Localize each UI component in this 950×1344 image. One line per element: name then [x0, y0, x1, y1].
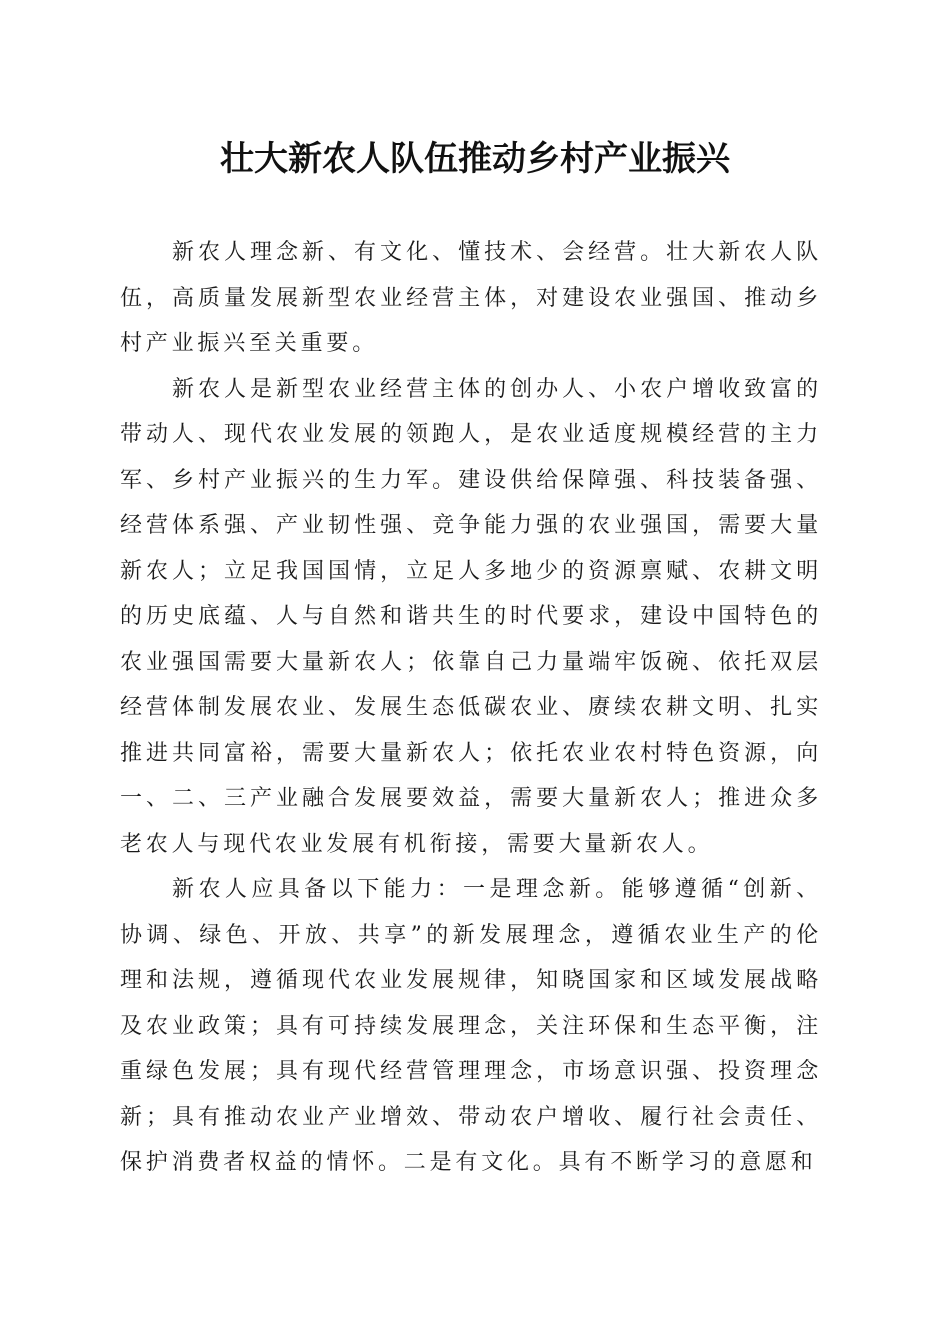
paragraph-3: 新农人应具备以下能力：一是理念新。能够遵循“创新、协调、绿色、开放、共享”的新发展理念，遵循农业生产的伦理和法规，遵循现代农业发展规律，知晓国家和区域发展战略及农业政策；具有可持续发展理念，关注环保和生态平衡，注重绿色发展；具有现代经营管理理念，市场意识强、投资理念新；具有推动农业产业增效、带动农户增收、履行社会责任、保护消费者权益的情怀。二是有文化。具有不断学习的意愿和: [120, 877, 822, 1175]
paragraph-2: 新农人是新型农业经营主体的创办人、小农户增收致富的带动人、现代农业发展的领跑人，是农业适度规模经营的主力军、乡村产业振兴的生力军。建设供给保障强、科技装备强、经营体系强、产业韧性强、竞争能力强的农业强国，需要大量新农人；立足我国国情，立足人多地少的资源禀赋、农耕文明的历史底蕴、人与自然和谐共生的时代要求，建设中国特色的农业强国需要大量新农人；依靠自己力量端牢饭碗、依托双层经营体制发展农业、发展生态低碳农业、赓续农耕文明、扎实推进共同富裕，需要大量新农人；依托农业农村特色资源，向一、二、三产业融合发展要效益，需要大量新农人；推进众多老农人与现代农业发展有机衔接，需要大量新农人。: [120, 376, 822, 857]
document-body: [120, 230, 822, 1186]
document-title: 壮大新农人队伍推动乡村产业振兴: [220, 139, 730, 179]
paragraph-1: 新农人理念新、有文化、懂技术、会经营。壮大新农人队伍，高质量发展新型农业经营主体，对建设农业强国、推动乡村产业振兴至关重要。: [120, 240, 822, 356]
